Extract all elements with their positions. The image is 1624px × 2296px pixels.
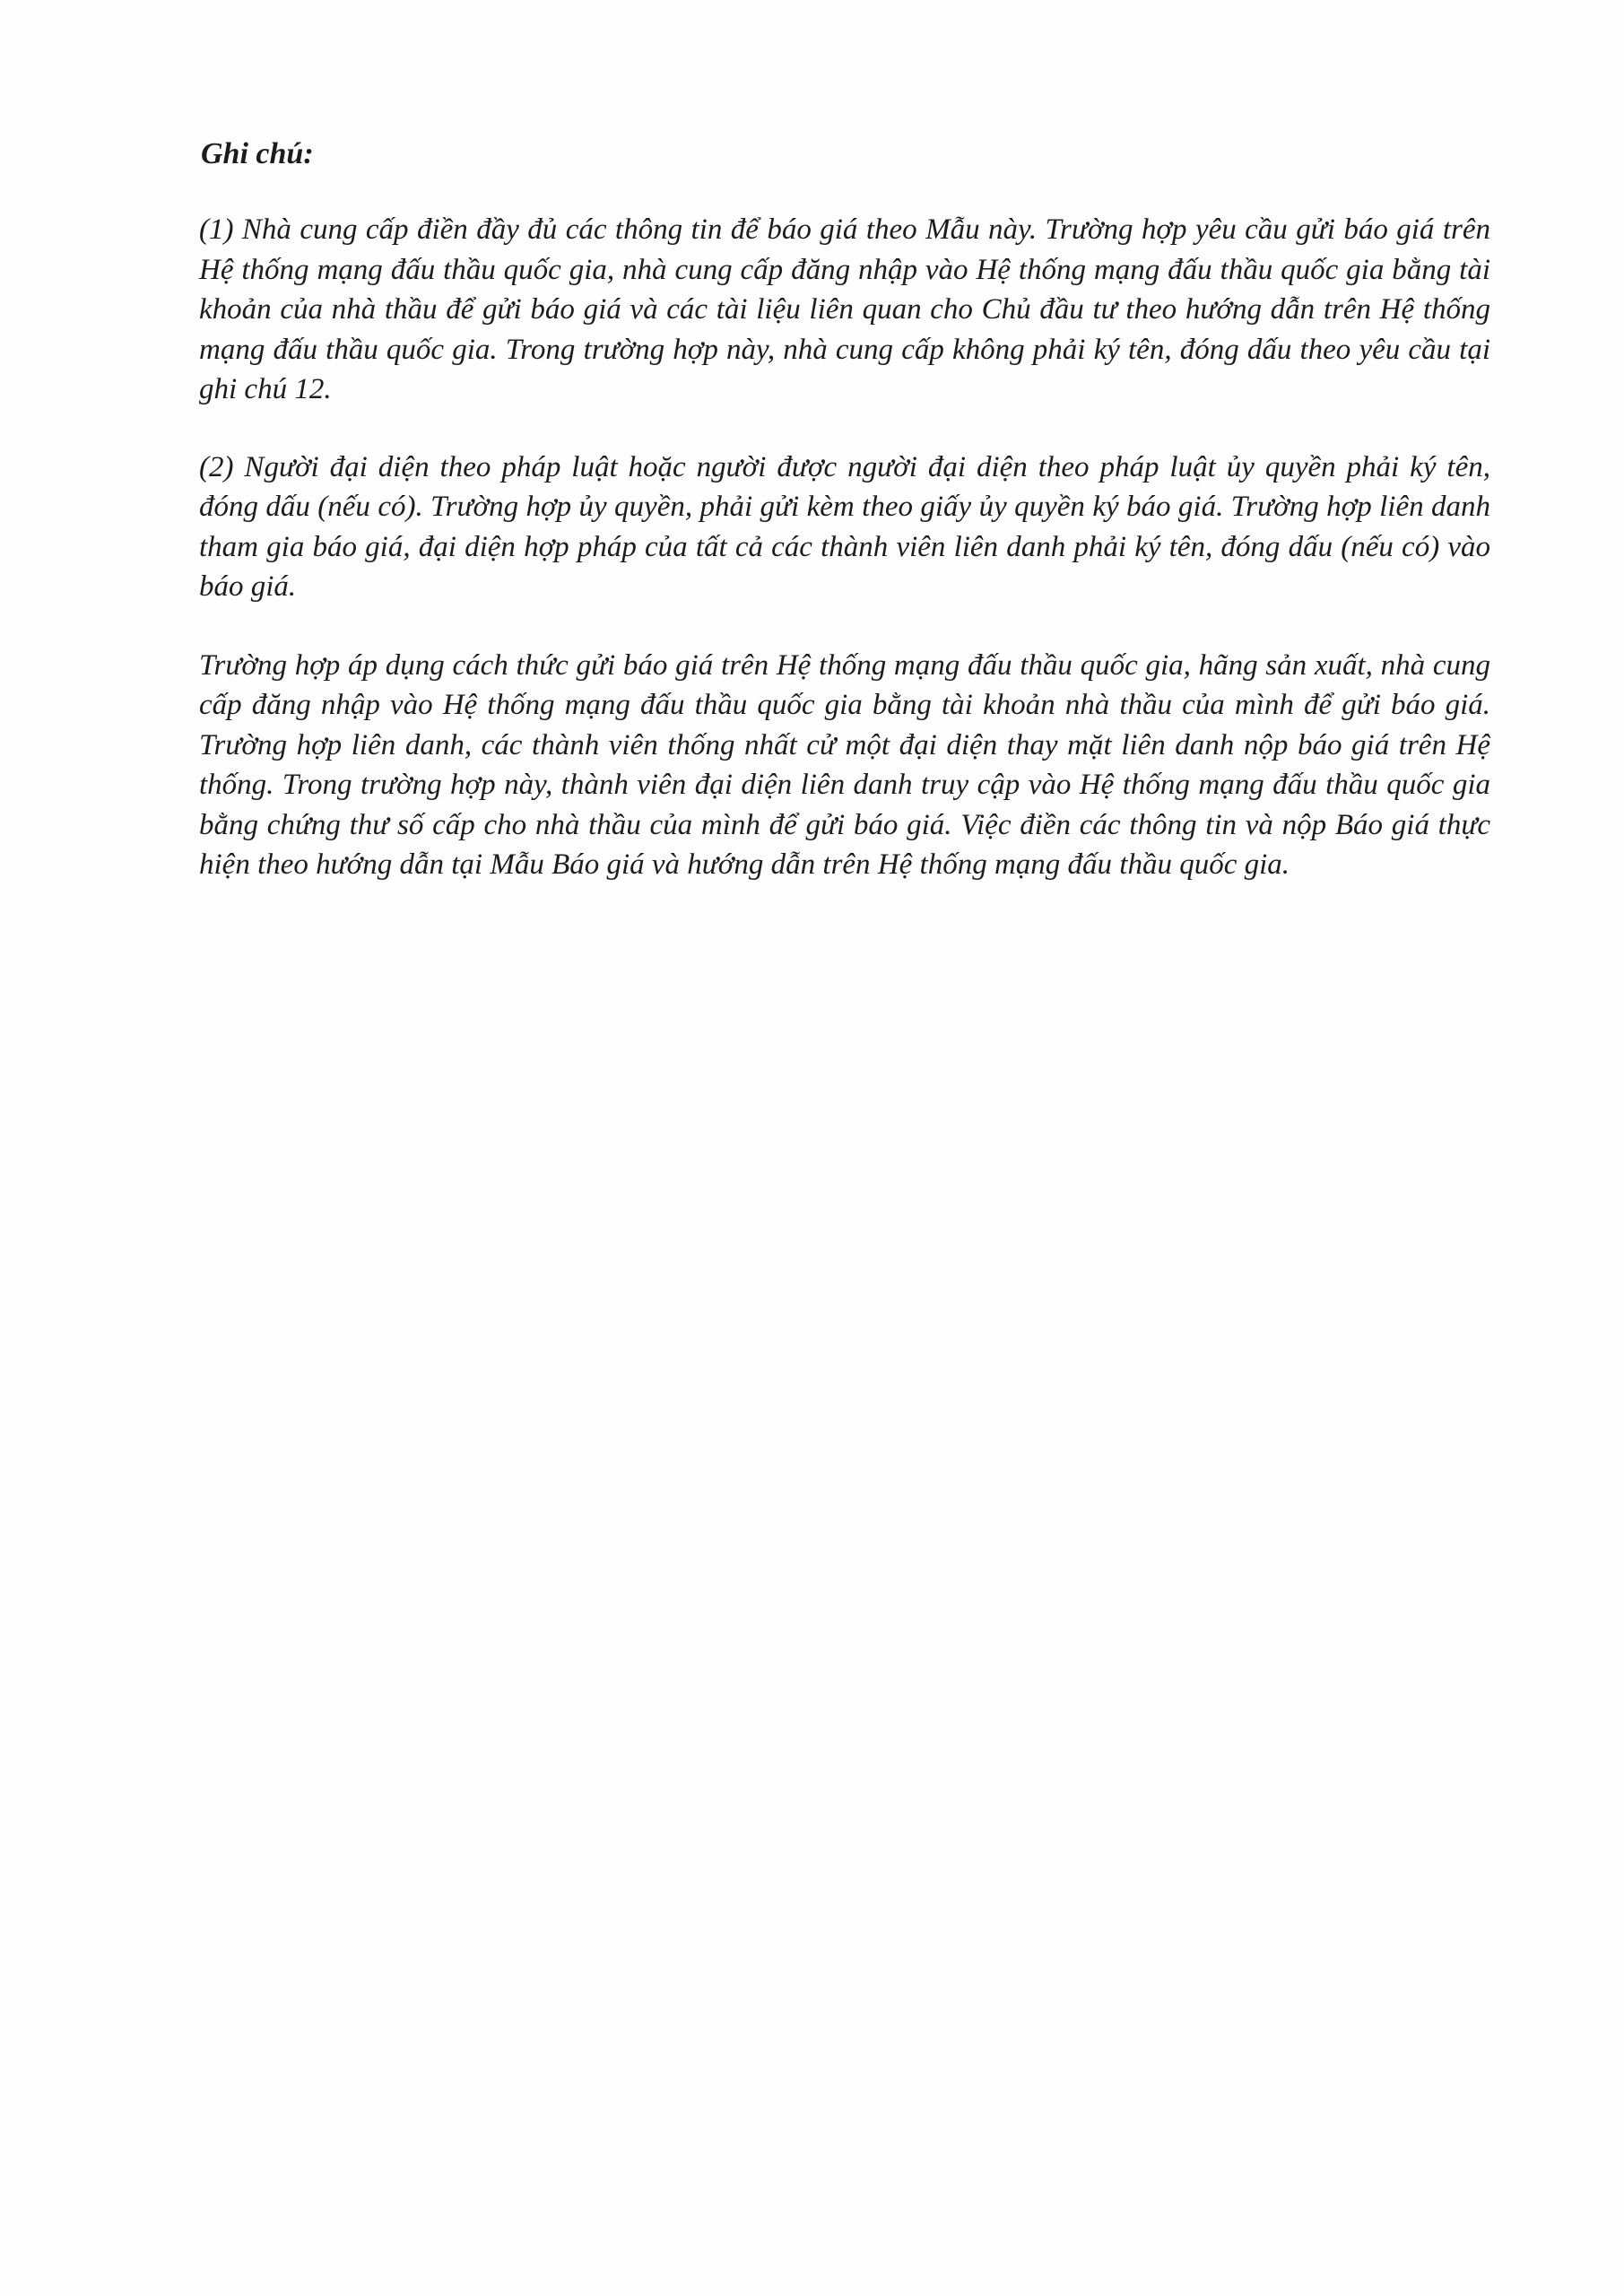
notes-title: Ghi chú: xyxy=(201,137,314,170)
note-paragraph-2: (2) Người đại diện theo pháp luật hoặc người được người đại diện theo pháp luật ủy quyền phải ký tên, đóng dấu (nếu có). Trường hợp ủy quyền, phải gửi kèm theo giấy ủy quyền ký báo giá. Trường hợp liên danh tham gia báo giá, đại diện hợp pháp của tất cả các thành viên liên danh phải ký tên, đóng dấu (nếu có) vào báo giá. xyxy=(199,450,1490,603)
note-paragraph-3: Trường hợp áp dụng cách thức gửi báo giá trên Hệ thống mạng đấu thầu quốc gia, hãng sản xuất, nhà cung cấp đăng nhập vào Hệ thống mạng đấu thầu quốc gia bằng tài khoản nhà thầu của mình để gửi báo giá. Trường hợp liên danh, các thành viên thống nhất cử một đại diện thay mặt liên danh nộp báo giá trên Hệ thống. Trong trường hợp này, thành viên đại diện liên danh truy cập vào Hệ thống mạng đấu thầu quốc gia bằng chứng thư số cấp cho nhà thầu của mình để gửi báo giá. Việc điền các thông tin và nộp Báo giá thực hiện theo hướng dẫn tại Mẫu Báo giá và hướng dẫn trên Hệ thống mạng đấu thầu quốc gia. xyxy=(199,648,1490,881)
notes-section xyxy=(199,135,1490,923)
note-paragraph-1: (1) Nhà cung cấp điền đầy đủ các thông tin để báo giá theo Mẫu này. Trường hợp yêu cầu gửi báo giá trên Hệ thống mạng đấu thầu quốc gia, nhà cung cấp đăng nhập vào Hệ thống mạng đấu thầu quốc gia bằng tài khoản của nhà thầu để gửi báo giá và các tài liệu liên quan cho Chủ đầu tư theo hướng dẫn trên Hệ thống mạng đấu thầu quốc gia. Trong trường hợp này, nhà cung cấp không phải ký tên, đóng dấu theo yêu cầu tại ghi chú 12. xyxy=(199,213,1490,405)
